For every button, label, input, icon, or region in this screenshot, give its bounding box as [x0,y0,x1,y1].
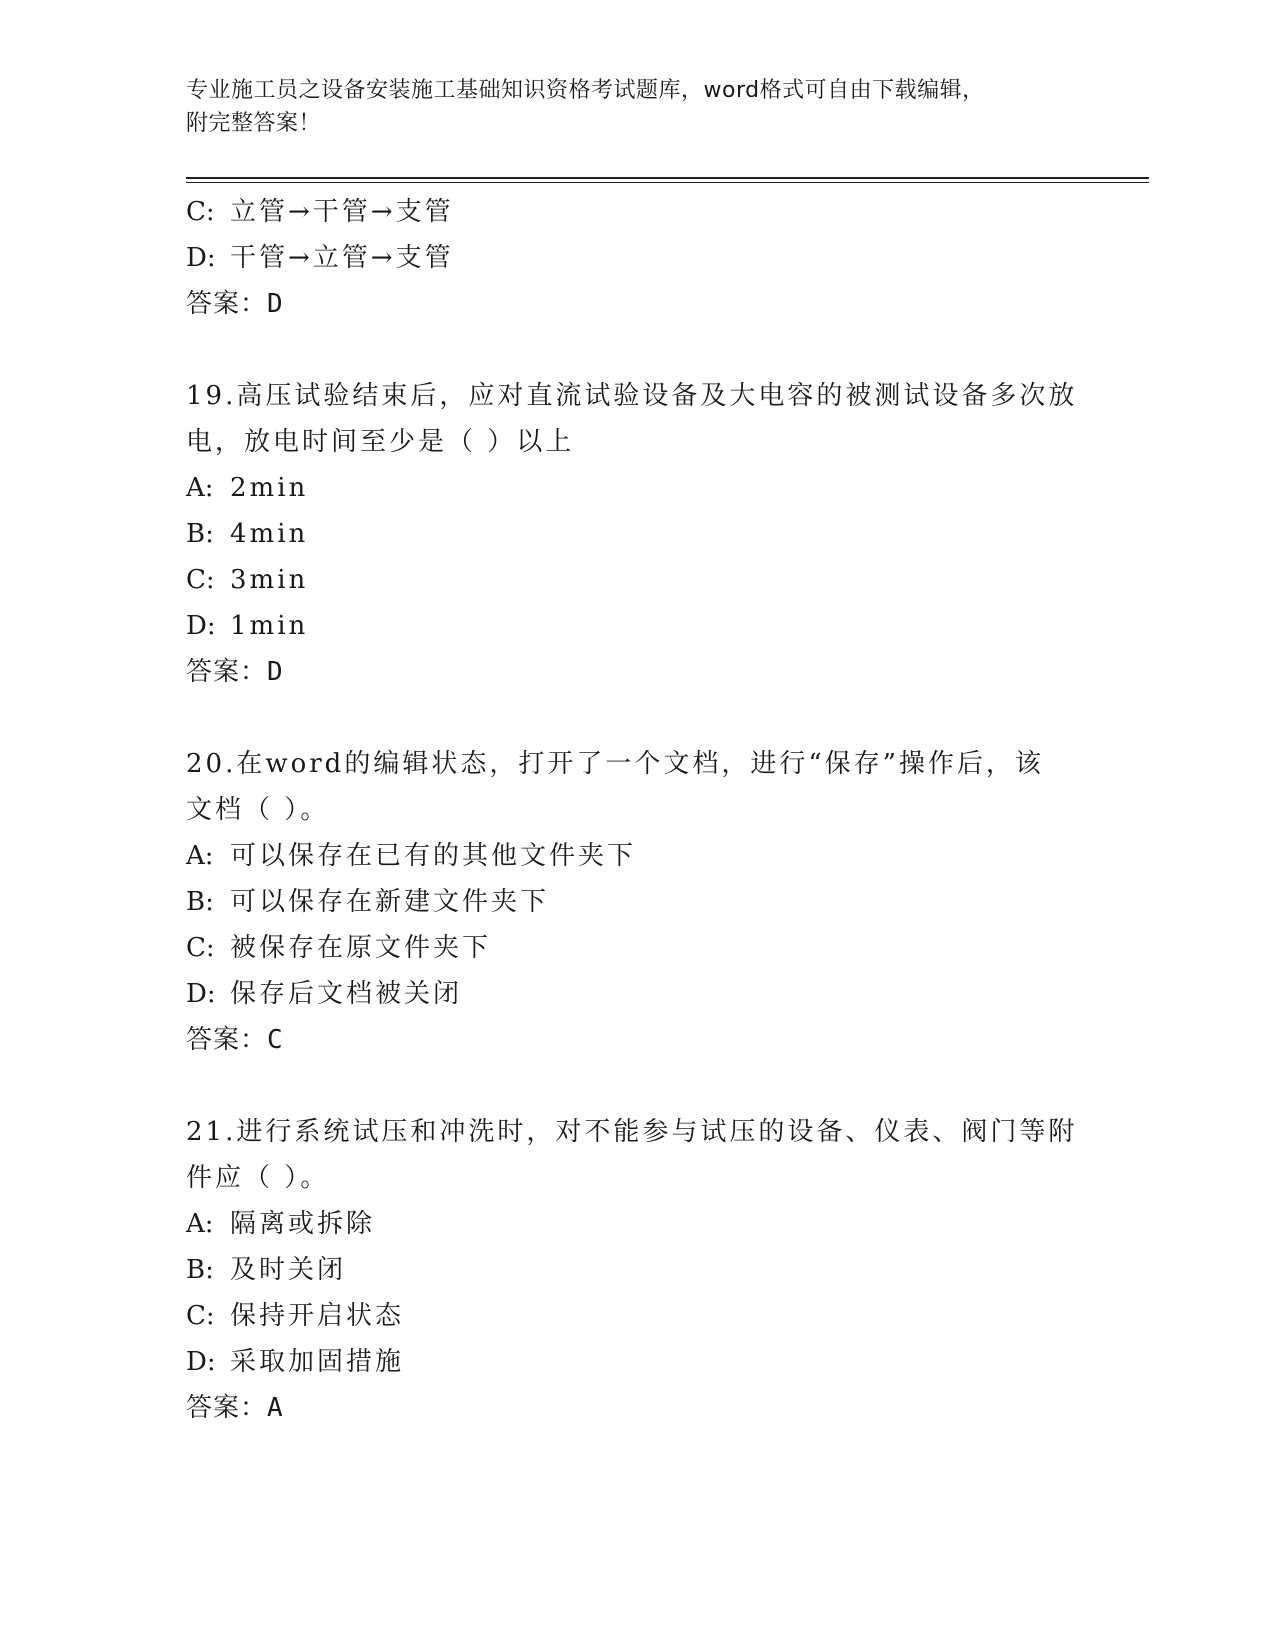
option-a [186,1201,1086,1247]
question-18-continued [186,189,1086,327]
question-20 [186,741,1086,1063]
header-divider-thick [186,177,1149,179]
option-letter: C: [186,565,215,595]
option-text: 及时关闭 [230,1255,347,1285]
question-19 [186,373,1086,695]
answer-line: 答案：D [186,657,284,687]
document-header [186,74,1066,140]
option-text: 可以保存在新建文件夹下 [230,887,550,917]
option-text: 2min [230,473,309,503]
option-text: 立管→干管→支管 [230,197,454,227]
option-c [186,189,1086,235]
option-c [186,557,1086,603]
option-text: 保持开启状态 [230,1301,405,1331]
option-d [186,603,1086,649]
question-list [186,189,1086,1431]
option-text: 3min [230,565,309,595]
option-a [186,465,1086,511]
spacer [186,695,1086,741]
option-text: 隔离或拆除 [230,1209,376,1239]
option-b [186,1247,1086,1293]
option-letter: A: [186,841,214,871]
answer-line: 答案：D [186,289,284,319]
answer-line: 答案：A [186,1393,284,1423]
option-letter: B: [186,1255,214,1285]
option-text: 干管→立管→支管 [230,243,454,273]
option-letter: D: [186,243,216,273]
answer-line: 答案：C [186,1025,284,1055]
option-letter: C: [186,1301,215,1331]
option-letter: A: [186,1209,214,1239]
option-d [186,971,1086,1017]
option-text: 可以保存在已有的其他文件夹下 [230,841,637,871]
option-letter: A: [186,473,214,503]
option-text: 被保存在原文件夹下 [230,933,492,963]
option-text: 保存后文档被关闭 [230,979,463,1009]
option-a [186,833,1086,879]
question-stem-line-1: 21.进行系统试压和冲洗时，对不能参与试压的设备、仪表、阀门等附 [186,1117,1078,1147]
option-d [186,235,1086,281]
question-21 [186,1109,1086,1431]
option-letter: C: [186,933,215,963]
option-letter: D: [186,979,216,1009]
option-c [186,1293,1086,1339]
spacer [186,1063,1086,1109]
option-letter: D: [186,1347,216,1377]
option-text: 采取加固措施 [230,1347,405,1377]
option-letter: C: [186,197,215,227]
question-stem-line-2: 文档（ ）。 [186,795,330,825]
option-letter: B: [186,519,214,549]
header-line-1: 专业施工员之设备安装施工基础知识资格考试题库，word格式可自由下载编辑， [186,78,985,103]
option-c [186,925,1086,971]
header-divider-thin [186,182,1149,183]
question-stem-line-2: 件应（ ）。 [186,1163,330,1193]
option-letter: B: [186,887,214,917]
option-text: 4min [230,519,309,549]
option-text: 1min [230,611,309,641]
spacer [186,327,1086,373]
option-b [186,879,1086,925]
question-stem-line-1: 19.高压试验结束后，应对直流试验设备及大电容的被测试设备多次放 [186,381,1078,411]
option-letter: D: [186,611,216,641]
option-b [186,511,1086,557]
question-stem-line-2: 电，放电时间至少是（ ）以上 [186,427,575,457]
option-d [186,1339,1086,1385]
header-line-2: 附完整答案！ [186,111,322,136]
question-stem-line-1: 20.在word的编辑状态，打开了一个文档，进行“保存”操作后，该 [186,749,1044,779]
